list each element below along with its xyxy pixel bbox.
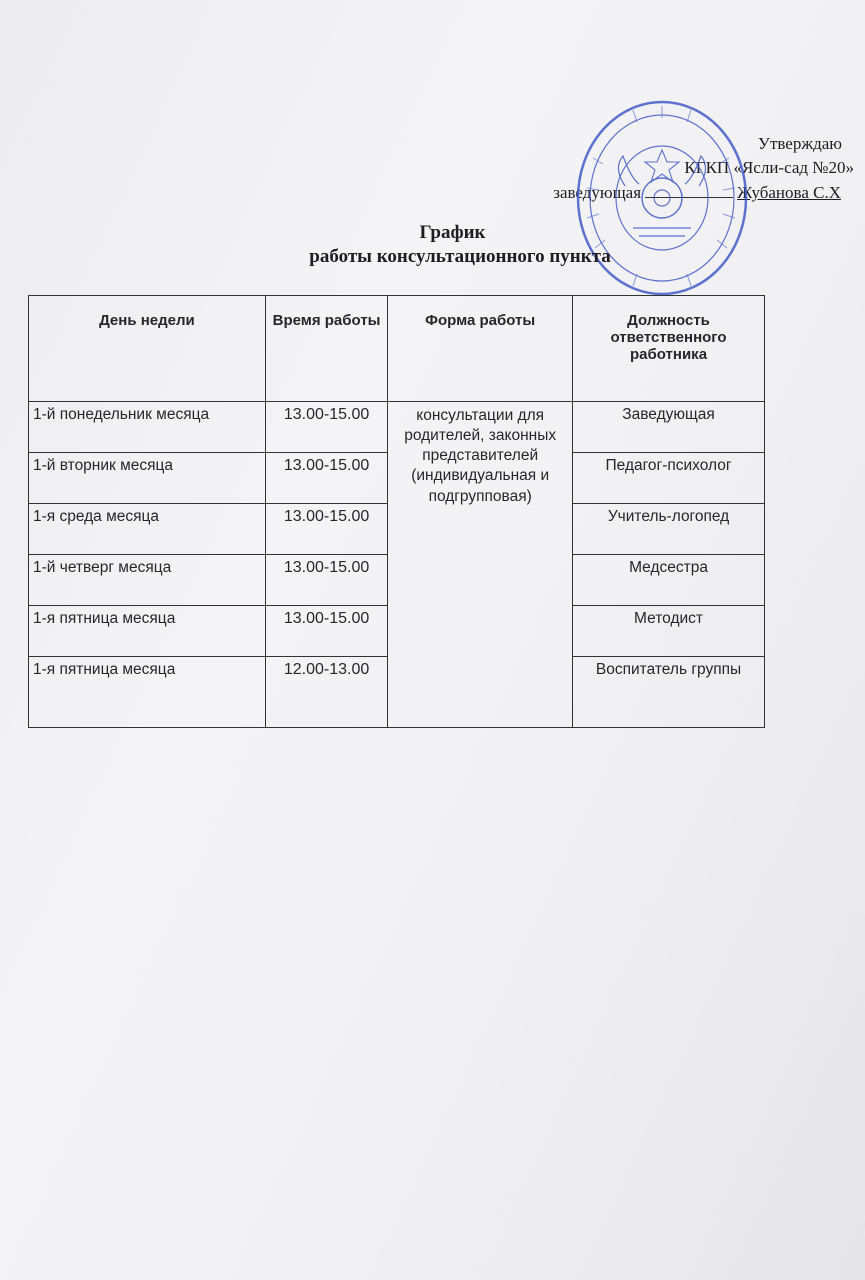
approval-title: Утверждаю bbox=[757, 134, 842, 153]
day-cell: 1-я пятница месяца bbox=[29, 657, 266, 728]
schedule-table bbox=[28, 295, 765, 728]
position-cell: Медсестра bbox=[573, 555, 765, 606]
position-cell: Методист bbox=[573, 606, 765, 657]
form-of-work-cell: консультации для родителей, законных представителей (индивидуальная и подгрупповая) bbox=[388, 402, 573, 728]
header-time: Время работы bbox=[265, 296, 387, 402]
header-form: Форма работы bbox=[388, 296, 573, 402]
header-position: Должность ответственного работника bbox=[573, 296, 765, 402]
position-cell: Заведующая bbox=[573, 402, 765, 453]
day-cell: 1-й четверг месяца bbox=[29, 555, 266, 606]
position-cell: Воспитатель группы bbox=[573, 657, 765, 728]
day-cell: 1-я пятница месяца bbox=[29, 606, 266, 657]
time-cell: 13.00-15.00 bbox=[265, 606, 387, 657]
table-header-row bbox=[29, 296, 765, 402]
time-cell: 13.00-15.00 bbox=[265, 555, 387, 606]
position-cell: Педагог-психолог bbox=[573, 453, 765, 504]
day-cell: 1-й вторник месяца bbox=[29, 453, 266, 504]
table-row bbox=[29, 402, 765, 453]
document-subtitle: работы консультационного пункта bbox=[309, 246, 611, 267]
day-cell: 1-й понедельник месяца bbox=[29, 402, 266, 453]
document-title: График bbox=[419, 222, 486, 243]
position-cell: Учитель-логопед bbox=[573, 504, 765, 555]
time-cell: 13.00-15.00 bbox=[265, 453, 387, 504]
approval-role: заведующая bbox=[553, 183, 642, 202]
approval-organization: КГКП «Ясли-сад №20» bbox=[684, 158, 854, 177]
header-day: День недели bbox=[29, 296, 266, 402]
time-cell: 13.00-15.00 bbox=[265, 504, 387, 555]
approval-name: Жубанова С.Х bbox=[737, 183, 841, 202]
day-cell: 1-я среда месяца bbox=[29, 504, 266, 555]
time-cell: 13.00-15.00 bbox=[265, 402, 387, 453]
time-cell: 12.00-13.00 bbox=[265, 657, 387, 728]
official-stamp-icon bbox=[573, 98, 751, 303]
